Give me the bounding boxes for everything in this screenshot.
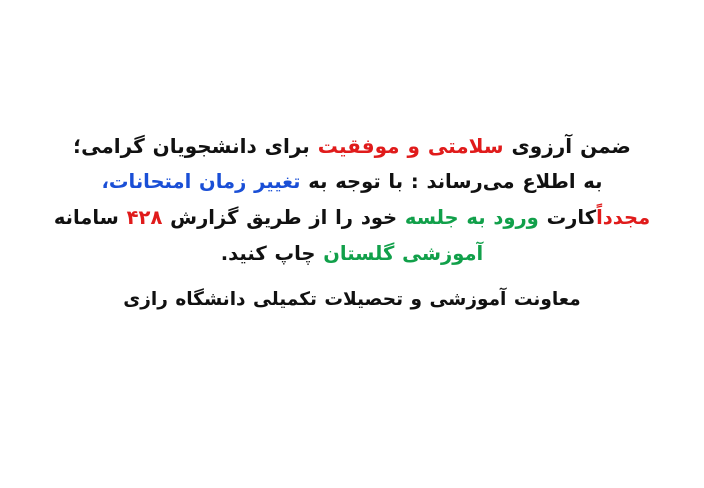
notice-line-1-segment-1: ضمن آرزوی — [503, 134, 631, 158]
notice-line-1-segment-3: برای دانشجویان گرامی؛ — [73, 134, 318, 158]
notice-line-2-segment-2: تغییر زمان امتحانات، — [101, 170, 301, 193]
notice-line-1 — [26, 128, 678, 164]
notice-line-4 — [26, 236, 678, 272]
notice-line-2-segment-1: به اطلاع می‌رساند : با توجه به — [300, 170, 603, 193]
notice-line-3-segment-4: خود را از طریق گزارش — [162, 206, 405, 229]
notice-signature — [26, 282, 678, 318]
notice-line-1-segment-2: سلامتی و موفقیت — [317, 134, 504, 158]
notice-line-4-segment-1: آموزشی گلستان — [323, 242, 484, 265]
notice-signature-text: معاونت آموزشی و تحصیلات تکمیلی دانشگاه رازی — [123, 289, 581, 310]
notice-line-3-segment-2: کارت — [538, 206, 597, 229]
notice-line-3-segment-5: ۴۲۸ — [126, 206, 163, 229]
notice-line-3 — [26, 200, 678, 236]
notice-line-4-segment-2: چاپ کنید. — [220, 242, 324, 265]
notice-line-3-segment-1: مجدداً — [596, 206, 651, 229]
notice-line-3-segment-3: ورود به جلسه — [404, 206, 539, 229]
notice-line-2 — [26, 164, 678, 200]
notice-body — [0, 128, 704, 318]
notice-line-3-segment-6: سامانه — [53, 206, 127, 229]
